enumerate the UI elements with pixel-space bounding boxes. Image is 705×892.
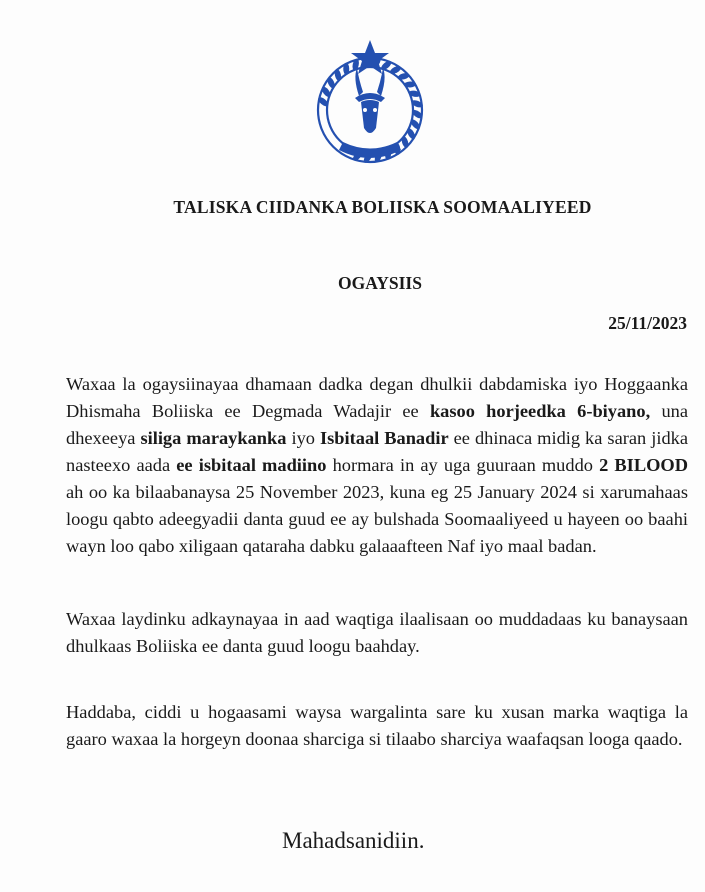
notice-text-4: ee dhinaca midig ka saran jidka nasteexo aada xyxy=(66,428,688,475)
notice-bold-duration: 2 BILOOD xyxy=(599,455,688,475)
notice-bold-location: kasoo horjeedka 6-biyano, xyxy=(429,401,651,421)
closing-signoff: Mahadsanidiin. xyxy=(282,828,425,853)
wreath-leaf xyxy=(326,76,337,89)
document-title: OGAYSIIS xyxy=(338,273,422,293)
police-emblem-icon xyxy=(299,38,441,168)
notice-bold-madiino: ee isbitaal madiino xyxy=(176,455,327,475)
notice-text-2: una dhexeeya xyxy=(66,401,689,448)
document-date: 25/11/2023 xyxy=(608,313,687,333)
paragraph-reminder: Waxaa laydinku adkaynayaa in aad waqtiga ilaalisaan oo muddadaas ku banaysaan dhulkaas Boliiska ee danta guud loogu baahday. xyxy=(66,609,688,656)
notice-text-3: iyo xyxy=(286,428,320,448)
wreath-leaf xyxy=(389,65,402,76)
notice-text-5: hormara in ay uga guuraan muddo xyxy=(326,455,600,475)
wreath-leaf xyxy=(343,63,349,75)
notice-text-1: Waxaa la ogaysiinayaa dhamaan dadka degan dhulkii dabdamiska iyo Hoggaanka Dhismaha Boliiska ee Degmada Wadajir ee xyxy=(66,374,688,421)
notice-bold-wire: siliga maraykanka xyxy=(140,428,287,448)
notice-text-6: ah oo ka bilaabanaysa 25 November 2023, kuna eg 25 January 2024 si xarumahaas loogu qabto adeegyadii danta guud ee ay bulshada Soomaaliyeed u hayeen oo baahi wayn loo qabo xiligaan qataraha dabku galaaafteen Naf iyo maal badan. xyxy=(66,482,688,556)
notice-bold-hospital: Isbitaal Banadir xyxy=(319,428,449,448)
paragraph-warning: Haddaba, ciddi u hogaasami waysa wargalinta sare ku xusan marka waqtiga la gaaro waxaa la horgeyn doonaa sharciga si tilaabo sharciya waafaqsan looga qaado. xyxy=(66,702,688,749)
paragraph-notice xyxy=(66,371,688,560)
organization-heading: TALISKA CIIDANKA BOLIISKA SOOMAALIYEED xyxy=(173,197,592,217)
